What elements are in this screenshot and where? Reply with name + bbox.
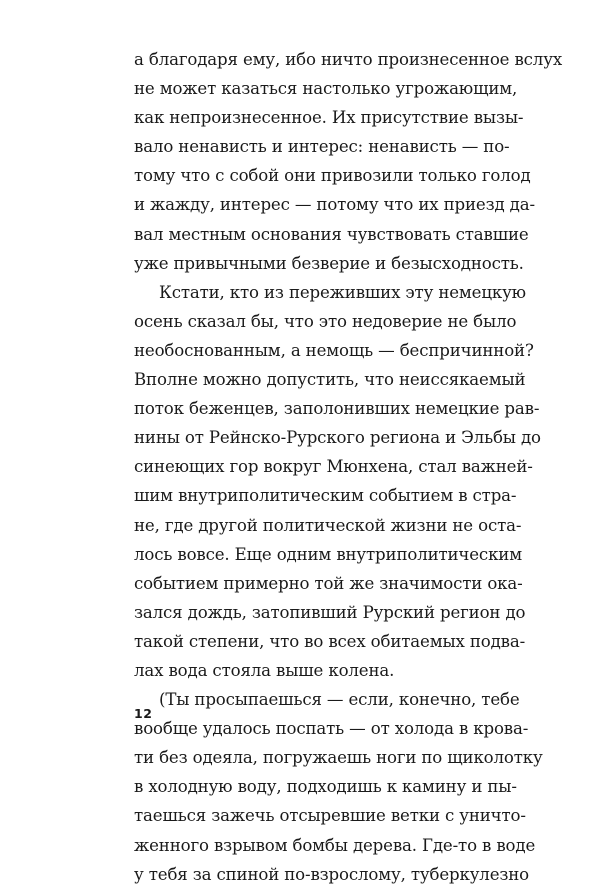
page-number: 12 [134,706,153,721]
text-line: необоснованным, а немощь — беспричинной? [134,340,534,360]
text-line: у тебя за спиной по-взрослому, туберкулезно [134,864,530,884]
text-line: событием примерно той же значимости ока- [134,573,523,593]
text-line: нины от Рейнско-Рурского региона и Эльбы до [134,428,541,448]
text-line: Вполне можно допустить, что неиссякаемый [134,370,526,390]
text-line: Кстати, кто из переживших эту немецкую [159,282,526,302]
text-line: зался дождь, затопивший Рурский регион до [134,602,526,622]
text-line: ти без одеяла, погружаешь ноги по щиколотку [134,748,543,768]
text-line: а благодаря ему, ибо ничто произнесенное вслух [134,50,563,69]
text-line: как непроизнесенное. Их присутствие вызы- [134,108,524,128]
text-line: синеющих гор вокруг Мюнхена, стал важней- [134,457,533,477]
text-line: шим внутриполитическим событием в стра- [134,486,517,506]
text-line: (Ты просыпаешься — если, конечно, тебе [159,690,520,710]
text-line: уже привычными безверие и безысходность. [134,253,524,273]
body-text [134,45,563,889]
text-line: лах вода стояла выше колена. [134,660,395,680]
text-line: в холодную воду, подходишь к камину и пы- [134,777,517,797]
text-line: не, где другой политической жизни не оста- [134,515,522,535]
text-line: вообще удалось поспать — от холода в крова- [134,719,529,739]
text-line: и жажду, интерес — потому что их приезд да- [134,195,535,215]
text-line: вало ненависть и интерес: ненависть — по- [134,137,510,157]
text-line: таешься зажечь отсыревшие ветки с уничто- [134,806,526,826]
text-line: женного взрывом бомбы дерева. Где-то в воде [134,835,536,855]
text-line: осень сказал бы, что это недоверие не было [134,311,517,331]
text-line: лось вовсе. Еще одним внутриполитическим [134,544,522,564]
text-line: поток беженцев, заполонивших немецкие рав- [134,399,540,419]
text-line: тому что с собой они привозили только голод [134,166,531,186]
text-line: не может казаться настолько угрожающим, [134,79,518,99]
text-line: такой степени, что во всех обитаемых подва- [134,631,526,651]
text-line: вал местным основания чувствовать ставшие [134,224,529,244]
